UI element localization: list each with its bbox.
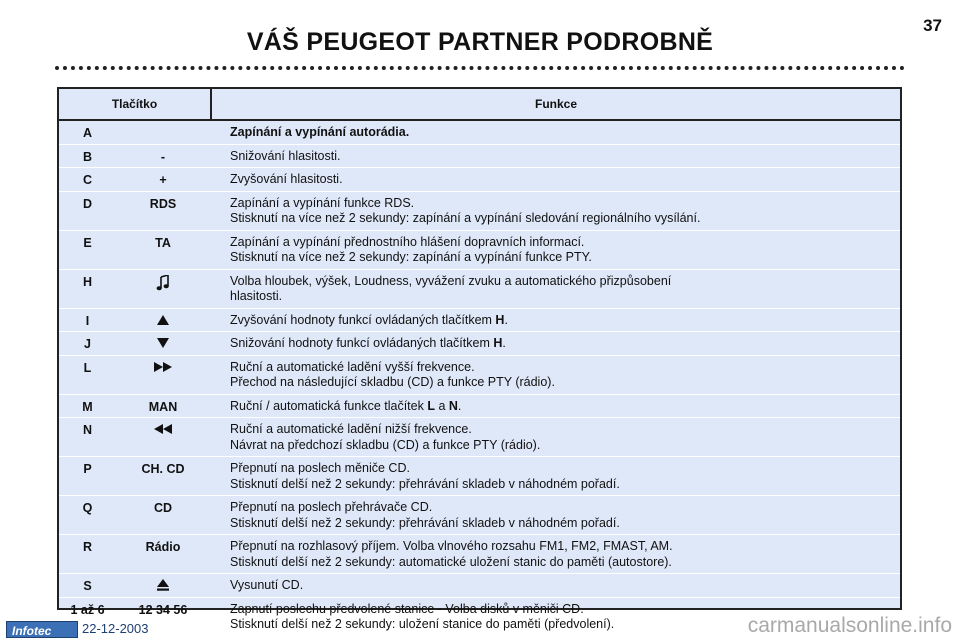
infotec-logo: Infotec xyxy=(6,621,78,638)
button-control-cell: 12 34 56 xyxy=(138,602,188,617)
button-control-cell: + xyxy=(159,173,167,187)
table-row xyxy=(59,418,900,457)
header-button-column: Tlačítko xyxy=(59,89,212,119)
function-text: . xyxy=(457,398,462,413)
button-control-cell xyxy=(116,574,210,597)
eject-icon xyxy=(157,579,169,594)
function-line xyxy=(230,399,900,415)
page-number: 37 xyxy=(923,16,942,35)
table-row xyxy=(59,145,900,169)
button-key-cell: J xyxy=(84,337,91,351)
function-description-cell xyxy=(210,192,900,230)
table-row xyxy=(59,168,900,192)
function-description-cell xyxy=(210,457,900,495)
button-key-cell: C xyxy=(82,173,93,187)
function-text: Návrat na předchozí skladbu (CD) a funkce PTY (rádio). xyxy=(230,437,541,452)
function-line xyxy=(230,289,900,305)
function-line xyxy=(230,235,900,251)
function-line xyxy=(230,516,900,532)
function-description-cell xyxy=(210,309,900,332)
button-control-cell xyxy=(116,356,210,394)
function-text: hlasitosti. xyxy=(230,289,283,303)
function-text: Zvyšování hodnoty funkcí ovládaných tlačítkem xyxy=(230,312,496,327)
function-line xyxy=(230,360,900,376)
button-key-cell: M xyxy=(82,399,93,414)
table-row xyxy=(59,309,900,333)
function-text: Zapínání a vypínání přednostního hlášení dopravních informací. xyxy=(230,234,585,249)
function-text: Snižování hlasitosti. xyxy=(230,148,341,163)
function-line xyxy=(230,313,900,329)
function-description-cell xyxy=(210,574,900,597)
button-control-cell: RDS xyxy=(149,196,177,211)
function-text: Volba hloubek, výšek, Loudness, vyvážení zvuku a automatického přizpůsobení xyxy=(230,273,672,288)
referenced-button-key: N xyxy=(448,398,458,413)
table-body xyxy=(59,121,900,636)
referenced-button-key: H xyxy=(493,336,503,350)
button-key-cell: N xyxy=(82,423,93,437)
function-text: Stisknutí na více než 2 sekundy: zapínání a vypínání funkce PTY. xyxy=(230,250,592,264)
function-description-cell xyxy=(210,121,900,144)
function-description-cell xyxy=(210,496,900,534)
function-text: . xyxy=(502,336,506,350)
footer-date: 22-12-2003 xyxy=(82,621,149,636)
button-key-cell: I xyxy=(85,313,90,328)
function-text: Zapínání a vypínání funkce RDS. xyxy=(230,195,415,210)
button-key-cell: D xyxy=(82,196,93,211)
function-text: Přepnutí na rozhlasový příjem. Volba vlnového rozsahu FM1, FM2, FMAST, AM. xyxy=(230,539,673,553)
function-text: . xyxy=(504,312,508,327)
button-key-cell: P xyxy=(83,462,92,476)
button-key-cell: S xyxy=(83,579,92,593)
function-line xyxy=(230,274,900,290)
function-text: Zapnutí poslechu předvolené stanice - Volba disků v měniči CD. xyxy=(230,601,584,616)
button-key-cell: L xyxy=(83,360,92,375)
watermark: carmanualsonline.info xyxy=(747,614,952,637)
function-line xyxy=(230,578,900,594)
referenced-button-key: L xyxy=(427,398,435,413)
function-line xyxy=(230,375,900,391)
button-control-cell xyxy=(116,418,210,456)
table-row xyxy=(59,332,900,356)
function-text: Zapínání a vypínání autorádia. xyxy=(230,125,410,139)
button-control-cell: CH. CD xyxy=(141,462,185,476)
table-row xyxy=(59,574,900,598)
table-row xyxy=(59,121,900,145)
function-text: Přechod na následující skladbu (CD) a funkce PTY (rádio). xyxy=(230,375,555,389)
table-row xyxy=(59,270,900,309)
table-row xyxy=(59,457,900,496)
function-line xyxy=(230,196,900,212)
button-key-cell: R xyxy=(82,540,93,554)
referenced-button-key: H xyxy=(495,312,505,327)
function-line xyxy=(230,149,900,165)
button-key-cell: Q xyxy=(82,501,93,515)
table-row xyxy=(59,231,900,270)
table-row xyxy=(59,192,900,231)
function-line xyxy=(230,477,900,493)
up-triangle-icon xyxy=(157,315,169,328)
table-row xyxy=(59,496,900,535)
function-text: Přepnutí na poslech přehrávače CD. xyxy=(230,500,433,514)
function-line xyxy=(230,500,900,516)
function-text: Stisknutí delší než 2 sekundy: automatické uložení stanic do paměti (autostore). xyxy=(230,554,672,569)
table-row xyxy=(59,395,900,419)
function-text: Stisknutí delší než 2 sekundy: uložení stanice do paměti (předvolení). xyxy=(230,617,615,631)
function-line xyxy=(230,461,900,477)
button-key-cell: E xyxy=(83,235,92,250)
button-control-cell: Rádio xyxy=(145,540,181,554)
function-line xyxy=(230,336,900,352)
function-description-cell xyxy=(210,168,900,191)
function-text: Ruční / automatická funkce tlačítek xyxy=(230,398,428,413)
function-line xyxy=(230,438,900,454)
button-key-cell: A xyxy=(82,126,93,140)
function-description-cell xyxy=(210,145,900,168)
function-text: Ruční a automatické ladění nižší frekvence. xyxy=(230,422,472,436)
function-description-cell xyxy=(210,356,900,394)
function-text: Stisknutí delší než 2 sekundy: přehrávání skladeb v náhodném pořadí. xyxy=(230,515,620,530)
function-description-cell xyxy=(210,270,900,308)
function-text: Stisknutí delší než 2 sekundy: přehrávání skladeb v náhodném pořadí. xyxy=(230,476,620,491)
function-line xyxy=(230,250,900,266)
function-line xyxy=(230,211,900,227)
function-text: Vysunutí CD. xyxy=(230,578,304,592)
function-text: Zvyšování hlasitosti. xyxy=(230,172,343,186)
function-line xyxy=(230,172,900,188)
music-note-icon xyxy=(156,275,170,294)
function-text: Snižování hodnoty funkcí ovládaných tlačítkem xyxy=(230,336,494,350)
function-line xyxy=(230,539,900,555)
down-triangle-icon xyxy=(157,338,169,351)
function-description-cell xyxy=(210,395,900,418)
button-key-cell: H xyxy=(82,274,93,289)
function-line xyxy=(230,125,900,141)
button-control-cell xyxy=(116,309,210,332)
function-description-cell xyxy=(210,231,900,269)
table-row xyxy=(59,356,900,395)
function-line xyxy=(230,555,900,571)
page-title: VÁŠ PEUGEOT PARTNER PODROBNĚ xyxy=(246,28,714,56)
table-row xyxy=(59,535,900,574)
button-control-cell: - xyxy=(160,149,166,164)
button-control-cell: TA xyxy=(155,235,171,250)
button-key-cell: B xyxy=(82,149,93,164)
function-description-cell xyxy=(210,332,900,355)
function-line xyxy=(230,422,900,438)
button-key-cell: 1 až 6 xyxy=(70,602,105,617)
button-control-cell: MAN xyxy=(148,399,178,414)
button-control-cell xyxy=(116,270,210,308)
button-control-cell xyxy=(116,332,210,355)
fast-forward-icon xyxy=(154,362,172,375)
function-description-cell xyxy=(210,535,900,573)
function-text: Přepnutí na poslech měniče CD. xyxy=(230,461,410,475)
button-control-cell: CD xyxy=(153,501,173,515)
function-text: Stisknutí na více než 2 sekundy: zapínání a vypínání sledování regionálního vysílání. xyxy=(230,211,701,225)
table-header xyxy=(59,89,900,121)
dotted-divider xyxy=(55,66,905,70)
header-function-column: Funkce xyxy=(534,97,577,111)
function-text: a xyxy=(434,398,449,413)
function-text: Ruční a automatické ladění vyšší frekvence. xyxy=(230,359,475,374)
button-control-cell xyxy=(116,121,210,144)
rewind-icon xyxy=(154,424,172,437)
function-description-cell xyxy=(210,418,900,456)
